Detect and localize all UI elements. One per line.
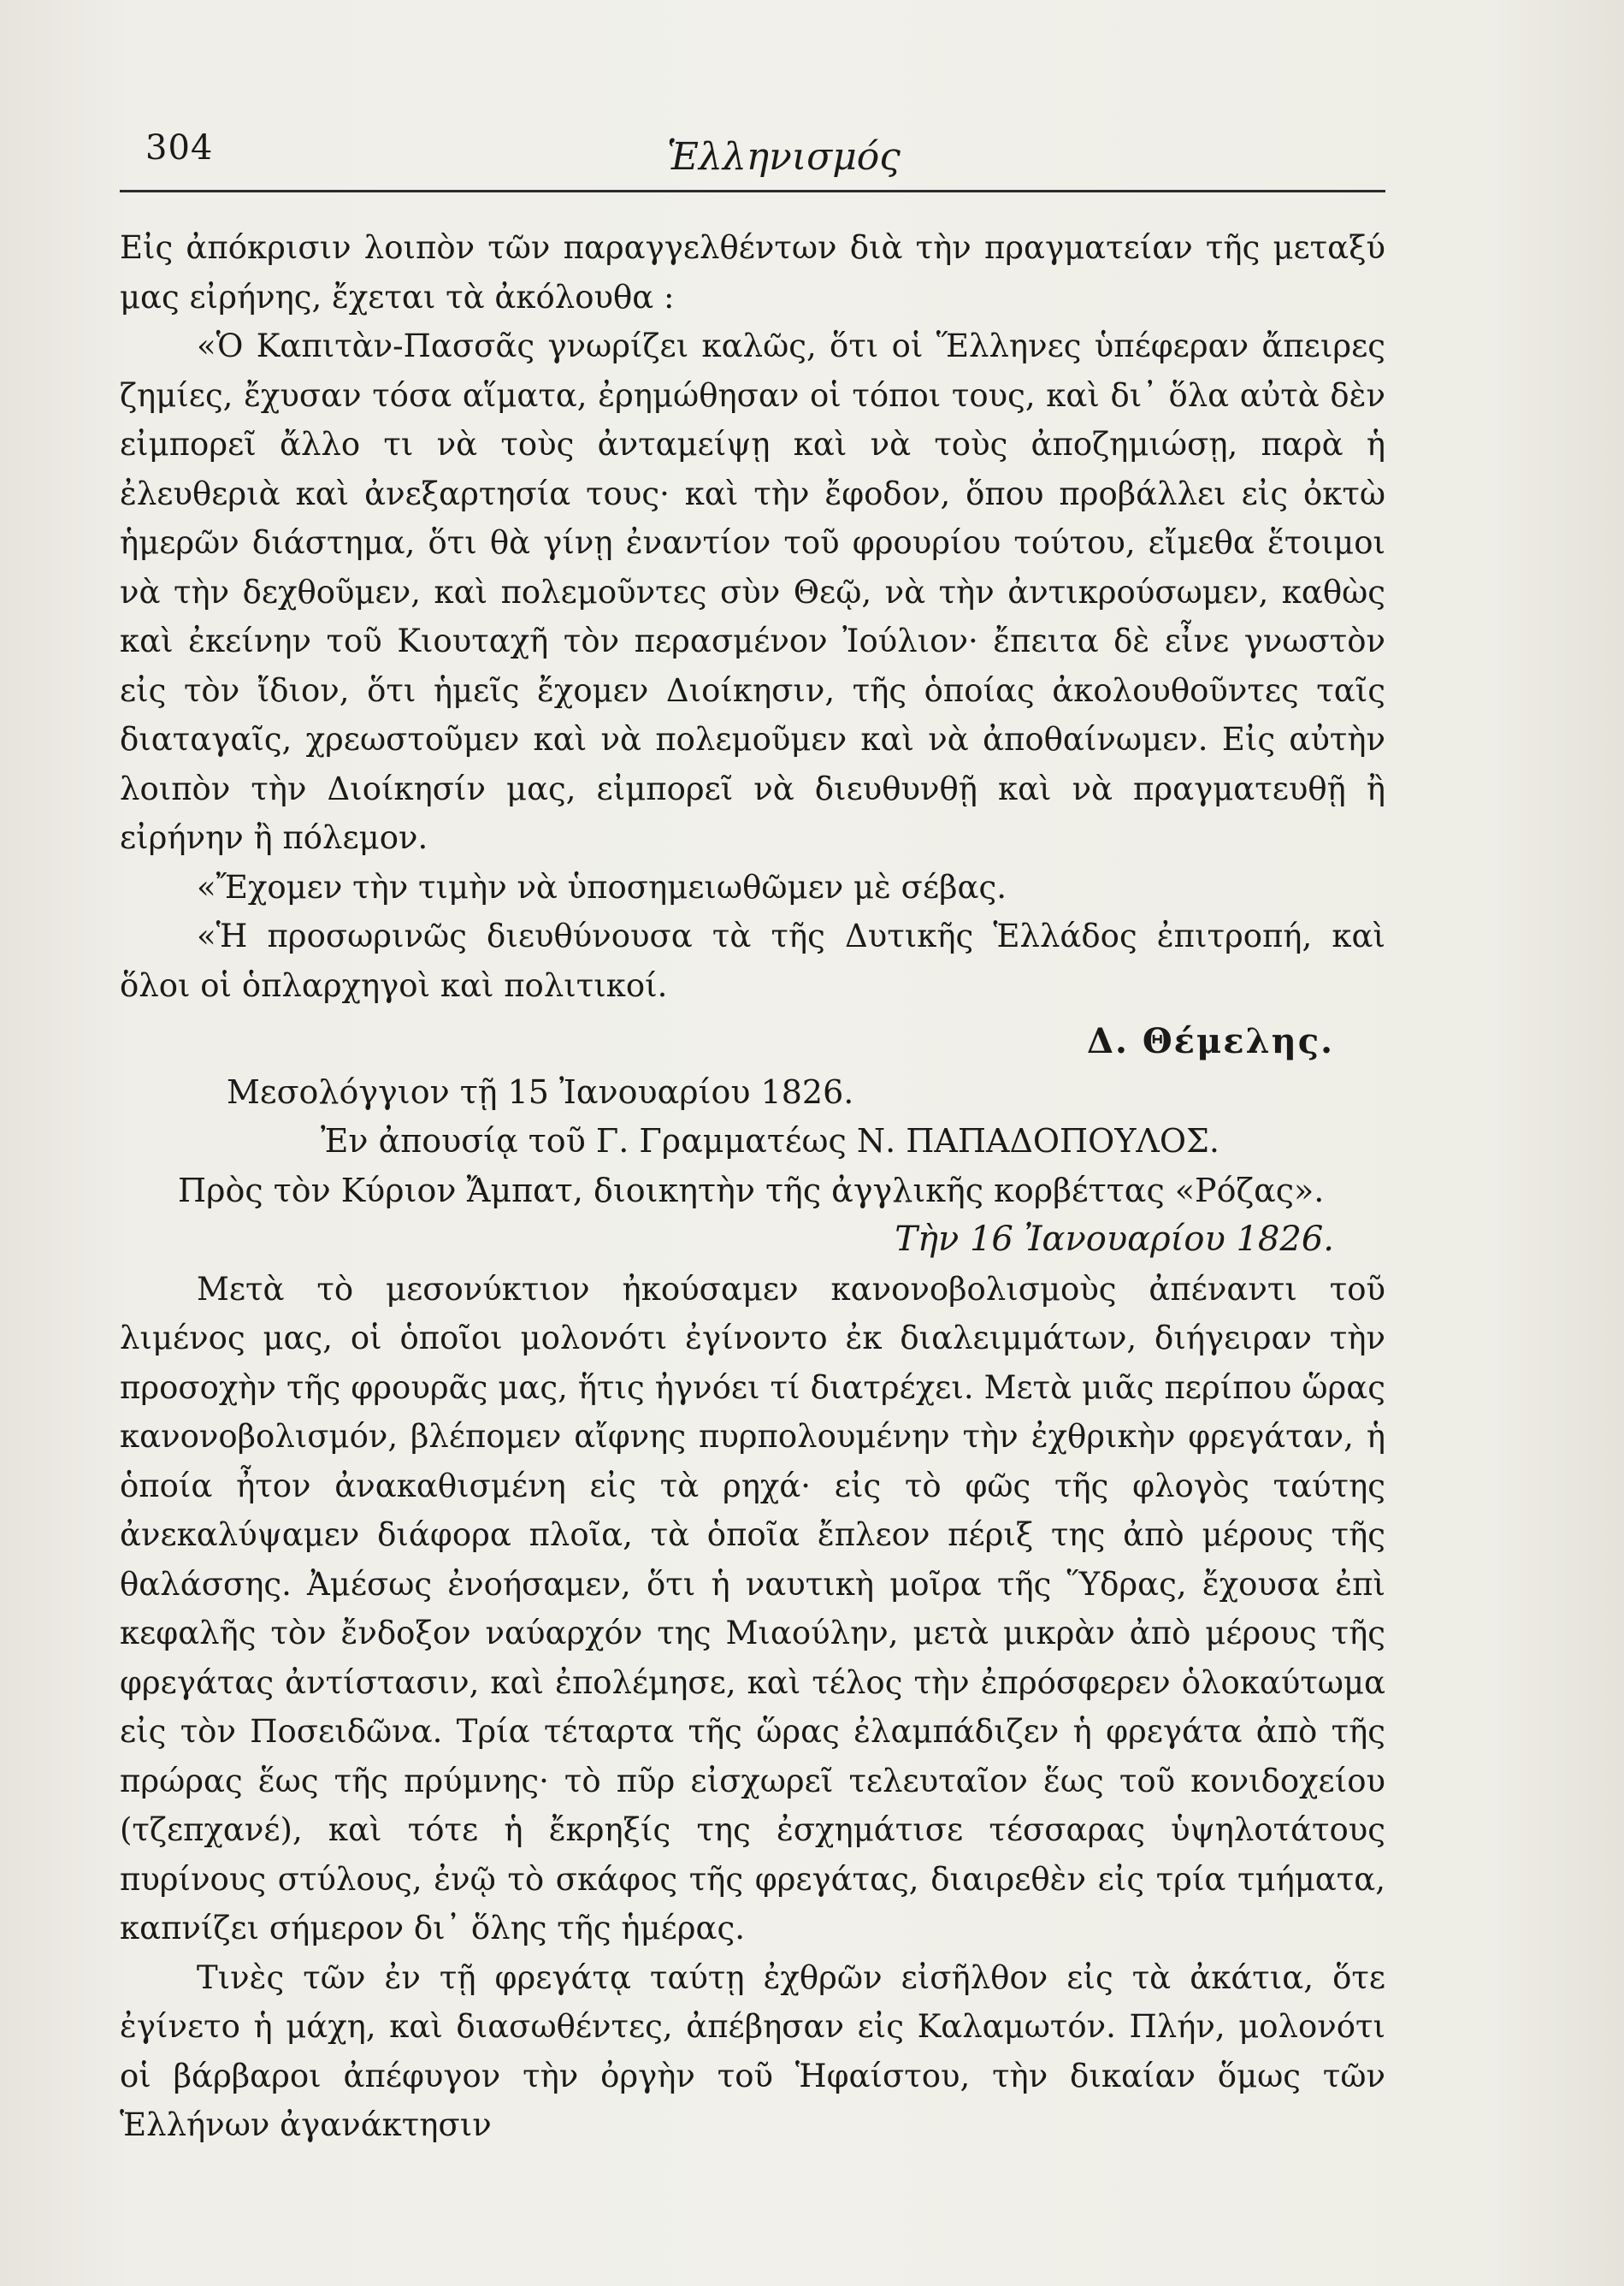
addressee-line: Πρὸς τὸν Κύριον Ἄμπατ, διοικητὴν τῆς ἀγγλικῆς κορβέττας «Ρόζας».: [178, 1171, 1325, 1209]
body-text: [120, 223, 1385, 2150]
dateline: Μεσολόγγιον τῇ 15 Ἰανουαρίου 1826.: [227, 1072, 854, 1111]
signatories-line: «Ἡ προσωρινῶς διευθύνουσα τὰ τῆς Δυτικῆς Ἑλλάδος ἐπιτροπή, καὶ ὅλοι οἱ ὁπλαρχηγοὶ καὶ πολιτικοί.: [120, 918, 1385, 1004]
quoted-letter-paragraph: «Ὁ Καπιτὰν-Πασσᾶς γνωρίζει καλῶς, ὅτι οἱ Ἕλληνες ὑπέφεραν ἄπειρες ζημίες, ἔχυσαν τόσα αἵματα, ἐρημώθησαν οἱ τόποι τους, καὶ δι᾿ ὅλα αὐτὰ δὲν εἰμπορεῖ ἄλλο τι νὰ τοὺς ἀνταμείψῃ καὶ νὰ τοὺς ἀποζημιώσῃ, παρὰ ἡ ἐλευθεριὰ καὶ ἀνεξαρτησία τους· καὶ τὴν ἔφοδον, ὅπου προβάλλει εἰς ὀκτὼ ἡμερῶν διάστημα, ὅτι θὰ γίνῃ ἐναντίον τοῦ φρουρίου τούτου, εἴμεθα ἕτοιμοι νὰ τὴν δεχθοῦμεν, καὶ πολεμοῦντες σὺν Θεῷ, νὰ τὴν ἀντικρούσωμεν, καθὼς καὶ ἐκείνην τοῦ Κιουταχῆ τὸν περασμένον Ἰούλιον· ἔπειτα δὲ εἶνε γνωστὸν εἰς τὸν ἴδιον, ὅτι ἡμεῖς ἔχομεν Διοίκησιν, τῆς ὁποίας ἀκολουθοῦντες ταῖς διαταγαῖς, χρεωστοῦμεν καὶ νὰ πολεμοῦμεν καὶ νὰ ἀποθαίνωμεν. Εἰς αὐτὴν λοιπὸν τὴν Διοίκησίν μας, εἰμπορεῖ νὰ διευθυνθῇ καὶ νὰ πραγματευθῇ ἢ εἰρήνην ἢ πόλεμον.: [120, 328, 1385, 856]
page-number: 304: [145, 128, 214, 168]
paragraph: Εἰς ἀπόκρισιν λοιπὸν τῶν παραγγελθέντων διὰ τὴν πραγματείαν τῆς μεταξύ μας εἰρήνης, ἔχεται τὰ ἀκόλουθα :: [120, 229, 1385, 316]
paragraph: Μετὰ τὸ μεσονύκτιον ἠκούσαμεν κανονοβολισμοὺς ἀπέναντι τοῦ λιμένος μας, οἱ ὁποῖοι μολονότι ἐγίνοντο ἐκ διαλειμμάτων, διήγειραν τὴν προσοχὴν τῆς φρουρᾶς μας, ἥτις ἠγνόει τί διατρέχει. Μετὰ μιᾶς περίπου ὥρας κανονοβολισμόν, βλέπομεν αἴφνης πυρπολουμένην τὴν ἐχθρικὴν φρεγάταν, ἡ ὁποία ἦτον ἀνακαθισμένη εἰς τὰ ρηχά· εἰς τὸ φῶς τῆς φλογὸς ταύτης ἀνεκαλύψαμεν διάφορα πλοῖα, τὰ ὁποῖα ἔπλεον πέριξ της ἀπὸ μέρους τῆς θαλάσσης. Ἀμέσως ἐνοήσαμεν, ὅτι ἡ ναυτικὴ μοῖρα τῆς Ὕδρας, ἔχουσα ἐπὶ κεφαλῆς τὸν ἔνδοξον ναύαρχόν της Μιαούλην, μετὰ μικρὰν ἀπὸ μέρους τῆς φρεγάτας ἀντίστασιν, καὶ ἐπολέμησε, καὶ τέλος τὴν ἐπρόσφερεν ὁλοκαύτωμα εἰς τὸν Ποσειδῶνα. Τρία τέταρτα τῆς ὥρας ἐλαμπάδιζεν ἡ φρεγάτα ἀπὸ τῆς πρώρας ἕως τῆς πρύμνης· τὸ πῦρ εἰσχωρεῖ τελευταῖον ἕως τοῦ κονιδοχείου (τζεπχανέ), καὶ τότε ἡ ἔκρηξίς της ἐσχημάτισε τέσσαρας ὑψηλοτάτους πυρίνους στύλους, ἐνῷ τὸ σκάφος τῆς φρεγάτας, διαιρεθὲν εἰς τρία τμήματα, καπνίζει σήμερον δι᾿ ὅλης τῆς ἡμέρας.: [120, 1270, 1385, 1946]
page-content: [120, 111, 1385, 2150]
running-head: [120, 111, 1385, 192]
secretary-line: Ἐν ἀπουσίᾳ τοῦ Γ. Γραμματέως Ν. ΠΑΠΑΔΟΠΟΥΛΟΣ.: [321, 1122, 1219, 1160]
journal-title: Ἑλληνισμός: [667, 135, 901, 179]
paragraph: Τινὲς τῶν ἐν τῇ φρεγάτᾳ ταύτῃ ἐχθρῶν εἰσῆλθον εἰς τὰ ἀκάτια, ὅτε ἐγίνετο ἡ μάχη, καὶ διασωθέντες, ἀπέβησαν εἰς Καλαμωτόν. Πλήν, μολονότι οἱ βάρβαροι ἀπέφυγον τὴν ὀργὴν τοῦ Ἡφαίστου, τὴν δικαίαν ὅμως τῶν Ἑλλήνων ἀγανάκτησιν: [120, 1958, 1385, 2143]
closing-line: «Ἔχομεν τὴν τιμὴν νὰ ὑποσημειωθῶμεν μὲ σέβας.: [197, 868, 1007, 906]
date-heading: Τὴν 16 Ἰανουαρίου 1826.: [895, 1220, 1334, 1259]
signature: Δ. Θέμελης.: [1086, 1021, 1334, 1061]
